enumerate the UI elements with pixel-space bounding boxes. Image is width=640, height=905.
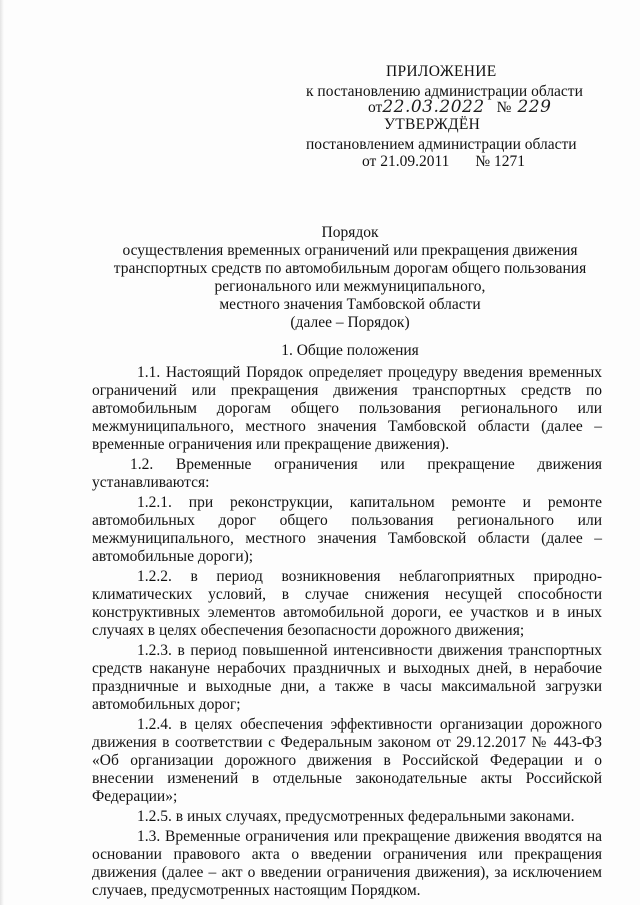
handwritten-date: 22.03.2022 <box>382 97 485 117</box>
paragraph-1-2-3: 1.2.3. в период повышенной интенсивности движения транспортных средств накануне нерабочих праздничных и выходных дней, в нерабочие праздничные и выходные дни, а также в часы максимальной загрузки автомобильных дорог; <box>92 642 602 713</box>
document-title <box>90 224 610 332</box>
paragraph-1-2-1: 1.2.1. при реконструкции, капитальном ремонте и ремонте автомобильных дорог общего пользования регионального или межмуниципального, местного значения Тамбовской области (далее – автомобильные дороги); <box>92 494 602 565</box>
number-sign: № <box>496 99 512 116</box>
paragraph-1-2-2: 1.2.2. в период возникновения неблагоприятных природно-климатических условий, в случае снижения несущей способности конструктивных элементов автомобильной дороги, ее участков и в иных случаях в целях обеспечения безопасности дорожного движения; <box>92 568 602 639</box>
title-line: осуществления временных ограничений или прекращения движения <box>122 242 578 259</box>
original-decree-number: № 1271 <box>475 153 526 170</box>
scan-edge-shadow <box>0 0 4 905</box>
appendix-label: ПРИЛОЖЕНИЕ <box>386 63 497 80</box>
approved-by: постановлением администрации области <box>306 136 577 153</box>
title-line: транспортных средств по автомобильным дорогам общего пользования <box>113 260 587 277</box>
appendix-reference: к постановлению администрации области <box>306 83 583 100</box>
paragraph-1-3: 1.3. Временные ограничения или прекращение движения вводятся на основании правового акта о введении ограничения или прекращения движения (далее – акт о введении ограничения движения), за исключением случаев, предусмотренных настоящим Порядком. <box>92 828 602 899</box>
approved-label: УТВЕРЖДЁН <box>384 116 481 133</box>
title-line: Порядок <box>321 224 379 241</box>
paragraph-1-1: 1.1. Настоящий Порядок определяет процедуру введения временных ограничений или прекращения движения транспортных средств по автомобильным дорогам общего пользования регионального или межмуниципального, местного значения Тамбовской области (далее – временные ограничения или прекращение движения). <box>92 364 602 453</box>
handwritten-number: 229 <box>517 97 552 117</box>
title-line: (далее – Порядок) <box>290 314 410 331</box>
date-prefix: от <box>368 99 383 116</box>
paragraph-1-2: 1.2. Временные ограничения или прекращение движения устанавливаются: <box>92 456 602 491</box>
paragraph-1-2-4: 1.2.4. в целях обеспечения эффективности организации дорожного движения в соответствии с Федеральным законом от 29.12.2017 № 443-ФЗ «Об организации дорожного движения в Российской Федерации и о внесении изменений в отдельные законодательные акты Российской Федерации»; <box>92 716 602 805</box>
title-line: местного значения Тамбовской области <box>219 296 481 313</box>
paragraph-1-2-5: 1.2.5. в иных случаях, предусмотренных федеральными законами. <box>137 808 575 825</box>
section-heading: 1. Общие положения <box>281 342 419 359</box>
original-decree-date: от 21.09.2011 <box>362 153 450 170</box>
original-decree-line <box>362 152 525 171</box>
document-body <box>92 364 602 900</box>
title-line: регионального или межмуниципального, <box>214 278 486 295</box>
